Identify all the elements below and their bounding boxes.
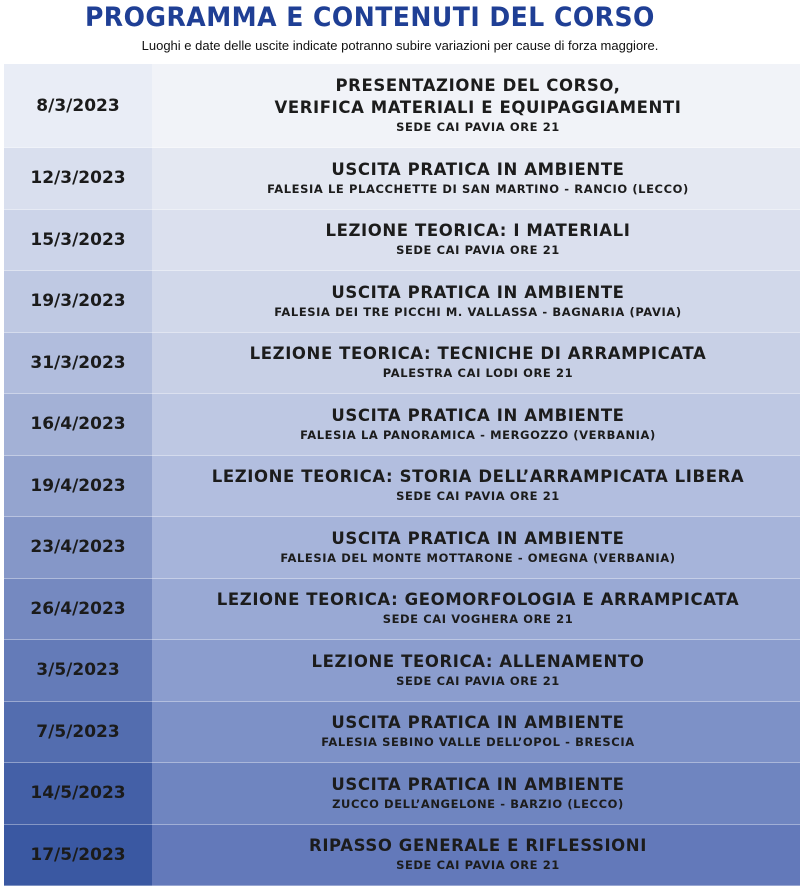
row-date: 15/3/2023: [4, 210, 152, 272]
schedule-row: [4, 517, 800, 579]
row-description: [152, 64, 800, 148]
activity-title: PRESENTAZIONE DEL CORSO,: [335, 76, 621, 95]
row-date: 8/3/2023: [4, 64, 152, 148]
row-date: 17/5/2023: [4, 825, 152, 887]
activity-title: USCITA PRATICA IN AMBIENTE: [331, 282, 625, 302]
row-date: 19/3/2023: [4, 271, 152, 333]
schedule-table: [4, 64, 800, 888]
activity-title: LEZIONE TEORICA: TECNICHE DI ARRAMPICATA: [249, 344, 707, 364]
activity-location: PALESTRA CAI LODI ORE 21: [382, 366, 574, 381]
row-description: [152, 333, 800, 395]
activity-title: LEZIONE TEORICA: I MATERIALI: [325, 221, 631, 241]
row-description: [152, 394, 800, 456]
activity-title: USCITA PRATICA IN AMBIENTE: [331, 159, 625, 179]
row-description: [152, 579, 800, 641]
activity-title: USCITA PRATICA IN AMBIENTE: [331, 713, 625, 733]
activity-location: FALESIA SEBINO VALLE DELL’OPOL - BRESCIA: [321, 735, 635, 750]
row-description: [152, 517, 800, 579]
activity-location: SEDE CAI PAVIA ORE 21: [396, 120, 560, 134]
activity-title: USCITA PRATICA IN AMBIENTE: [331, 405, 625, 425]
row-date: 12/3/2023: [4, 148, 152, 210]
row-date: 3/5/2023: [4, 640, 152, 702]
page-title: PROGRAMMA E CONTENUTI DEL CORSO: [84, 2, 655, 33]
activity-title: LEZIONE TEORICA: STORIA DELL’ARRAMPICATA LIBERA: [211, 467, 745, 487]
schedule-row: [4, 579, 800, 641]
schedule-row: [4, 210, 800, 272]
activity-location: ZUCCO DELL’ANGELONE - BARZIO (LECCO): [332, 796, 624, 811]
activity-title: USCITA PRATICA IN AMBIENTE: [331, 774, 625, 794]
activity-title: USCITA PRATICA IN AMBIENTE: [331, 528, 625, 548]
schedule-row: [4, 763, 800, 825]
row-description: [152, 271, 800, 333]
row-date: 19/4/2023: [4, 456, 152, 518]
schedule-row: [4, 456, 800, 518]
row-date: 23/4/2023: [4, 517, 152, 579]
row-date: 31/3/2023: [4, 333, 152, 395]
activity-location: FALESIA LE PLACCHETTE DI SAN MARTINO - RANCIO (LECCO): [267, 181, 689, 196]
activity-location: FALESIA DEL MONTE MOTTARONE - OMEGNA (VERBANIA): [280, 550, 676, 565]
schedule-row: [4, 825, 800, 887]
activity-location: SEDE CAI VOGHERA ORE 21: [382, 612, 574, 627]
activity-location: SEDE CAI PAVIA ORE 21: [396, 489, 560, 504]
row-description: [152, 825, 800, 887]
schedule-row: [4, 394, 800, 456]
row-date: 16/4/2023: [4, 394, 152, 456]
row-description: [152, 763, 800, 825]
row-description: [152, 148, 800, 210]
row-description: [152, 456, 800, 518]
activity-title: VERIFICA MATERIALI E EQUIPAGGIAMENTI: [274, 98, 682, 117]
activity-location: SEDE CAI PAVIA ORE 21: [396, 858, 560, 873]
activity-title: LEZIONE TEORICA: ALLENAMENTO: [311, 651, 645, 671]
schedule-row: [4, 64, 800, 148]
schedule-row: [4, 702, 800, 764]
activity-location: SEDE CAI PAVIA ORE 21: [396, 243, 560, 258]
activity-title: RIPASSO GENERALE E RIFLESSIONI: [309, 836, 647, 856]
row-description: [152, 640, 800, 702]
page-subtitle: Luoghi e date delle uscite indicate potranno subire variazioni per cause di forza maggiore.: [141, 38, 659, 53]
row-date: 7/5/2023: [4, 702, 152, 764]
header: [0, 0, 800, 62]
schedule-row: [4, 271, 800, 333]
row-date: 14/5/2023: [4, 763, 152, 825]
activity-location: SEDE CAI PAVIA ORE 21: [396, 673, 560, 688]
activity-title: LEZIONE TEORICA: GEOMORFOLOGIA E ARRAMPICATA: [216, 590, 740, 610]
schedule-row: [4, 148, 800, 210]
activity-location: FALESIA DEI TRE PICCHI M. VALLASSA - BAGNARIA (PAVIA): [274, 304, 682, 319]
row-description: [152, 702, 800, 764]
schedule-row: [4, 333, 800, 395]
row-description: [152, 210, 800, 272]
schedule-row: [4, 640, 800, 702]
row-date: 26/4/2023: [4, 579, 152, 641]
activity-location: FALESIA LA PANORAMICA - MERGOZZO (VERBANIA): [300, 427, 656, 442]
